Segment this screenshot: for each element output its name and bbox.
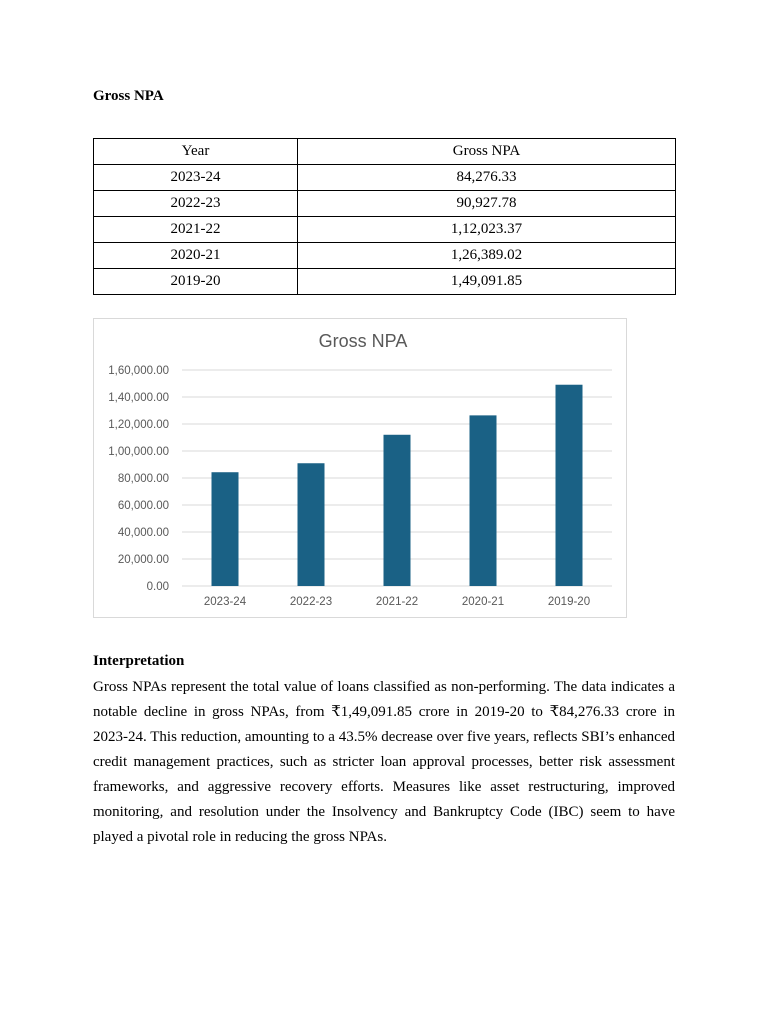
bar bbox=[470, 415, 497, 586]
y-tick-label: 1,20,000.00 bbox=[108, 419, 169, 431]
x-tick-label: 2019-20 bbox=[547, 596, 591, 608]
y-tick-label: 1,00,000.00 bbox=[108, 446, 169, 458]
table-row bbox=[94, 191, 676, 217]
y-tick-label: 20,000.00 bbox=[117, 554, 169, 566]
gross-npa-cell: 90,927.78 bbox=[298, 191, 676, 217]
column-header-gross-npa: Gross NPA bbox=[298, 139, 676, 165]
year-cell: 2023-24 bbox=[94, 165, 298, 191]
x-tick-label: 2023-24 bbox=[203, 596, 247, 608]
y-tick-label: 1,60,000.00 bbox=[108, 365, 169, 377]
table-row bbox=[94, 269, 676, 295]
bar bbox=[384, 435, 411, 586]
y-tick-label: 40,000.00 bbox=[117, 527, 169, 539]
bar bbox=[298, 463, 325, 586]
gross-npa-table bbox=[93, 138, 676, 295]
x-tick-label: 2020-21 bbox=[461, 596, 505, 608]
section-heading: Gross NPA bbox=[93, 88, 164, 104]
chart-title: Gross NPA bbox=[318, 331, 408, 351]
column-header-year: Year bbox=[94, 139, 298, 165]
year-cell: 2019-20 bbox=[94, 269, 298, 295]
year-cell: 2022-23 bbox=[94, 191, 298, 217]
year-cell: 2020-21 bbox=[94, 243, 298, 269]
year-cell: 2021-22 bbox=[94, 217, 298, 243]
y-tick-label: 1,40,000.00 bbox=[108, 392, 169, 404]
table-row bbox=[94, 243, 676, 269]
chart-canvas bbox=[94, 319, 628, 619]
y-tick-label: 60,000.00 bbox=[117, 500, 169, 512]
gross-npa-cell: 1,26,389.02 bbox=[298, 243, 676, 269]
interpretation-paragraph: Gross NPAs represent the total value of loans classified as non-performing. The data indicates a notable decline in gross NPAs, from ₹1,49,091.85 crore in 2019-20 to ₹84,276.33 crore in 2023-24. This reduction, amounting to a 43.5% decrease over five years, reflects SBI’s enhanced credit management practices, such as stricter loan approval processes, better risk assessment frameworks, and aggressive recovery efforts. Measures like asset restructuring, improved monitoring, and resolution under the Insolvency and Bankruptcy Code (IBC) seem to have played a pivotal role in reducing the gross NPAs. bbox=[93, 679, 675, 845]
interpretation-heading: Interpretation bbox=[93, 653, 185, 669]
x-tick-label: 2022-23 bbox=[289, 596, 333, 608]
x-tick-label: 2021-22 bbox=[375, 596, 419, 608]
y-tick-label: 0.00 bbox=[146, 581, 169, 593]
gross-npa-cell: 1,12,023.37 bbox=[298, 217, 676, 243]
gross-npa-chart bbox=[93, 318, 627, 618]
table-header-row bbox=[94, 139, 676, 165]
bar bbox=[556, 385, 583, 586]
table-row bbox=[94, 217, 676, 243]
gross-npa-cell: 1,49,091.85 bbox=[298, 269, 676, 295]
gross-npa-cell: 84,276.33 bbox=[298, 165, 676, 191]
table-row bbox=[94, 165, 676, 191]
bar bbox=[212, 472, 239, 586]
y-tick-label: 80,000.00 bbox=[117, 473, 169, 485]
